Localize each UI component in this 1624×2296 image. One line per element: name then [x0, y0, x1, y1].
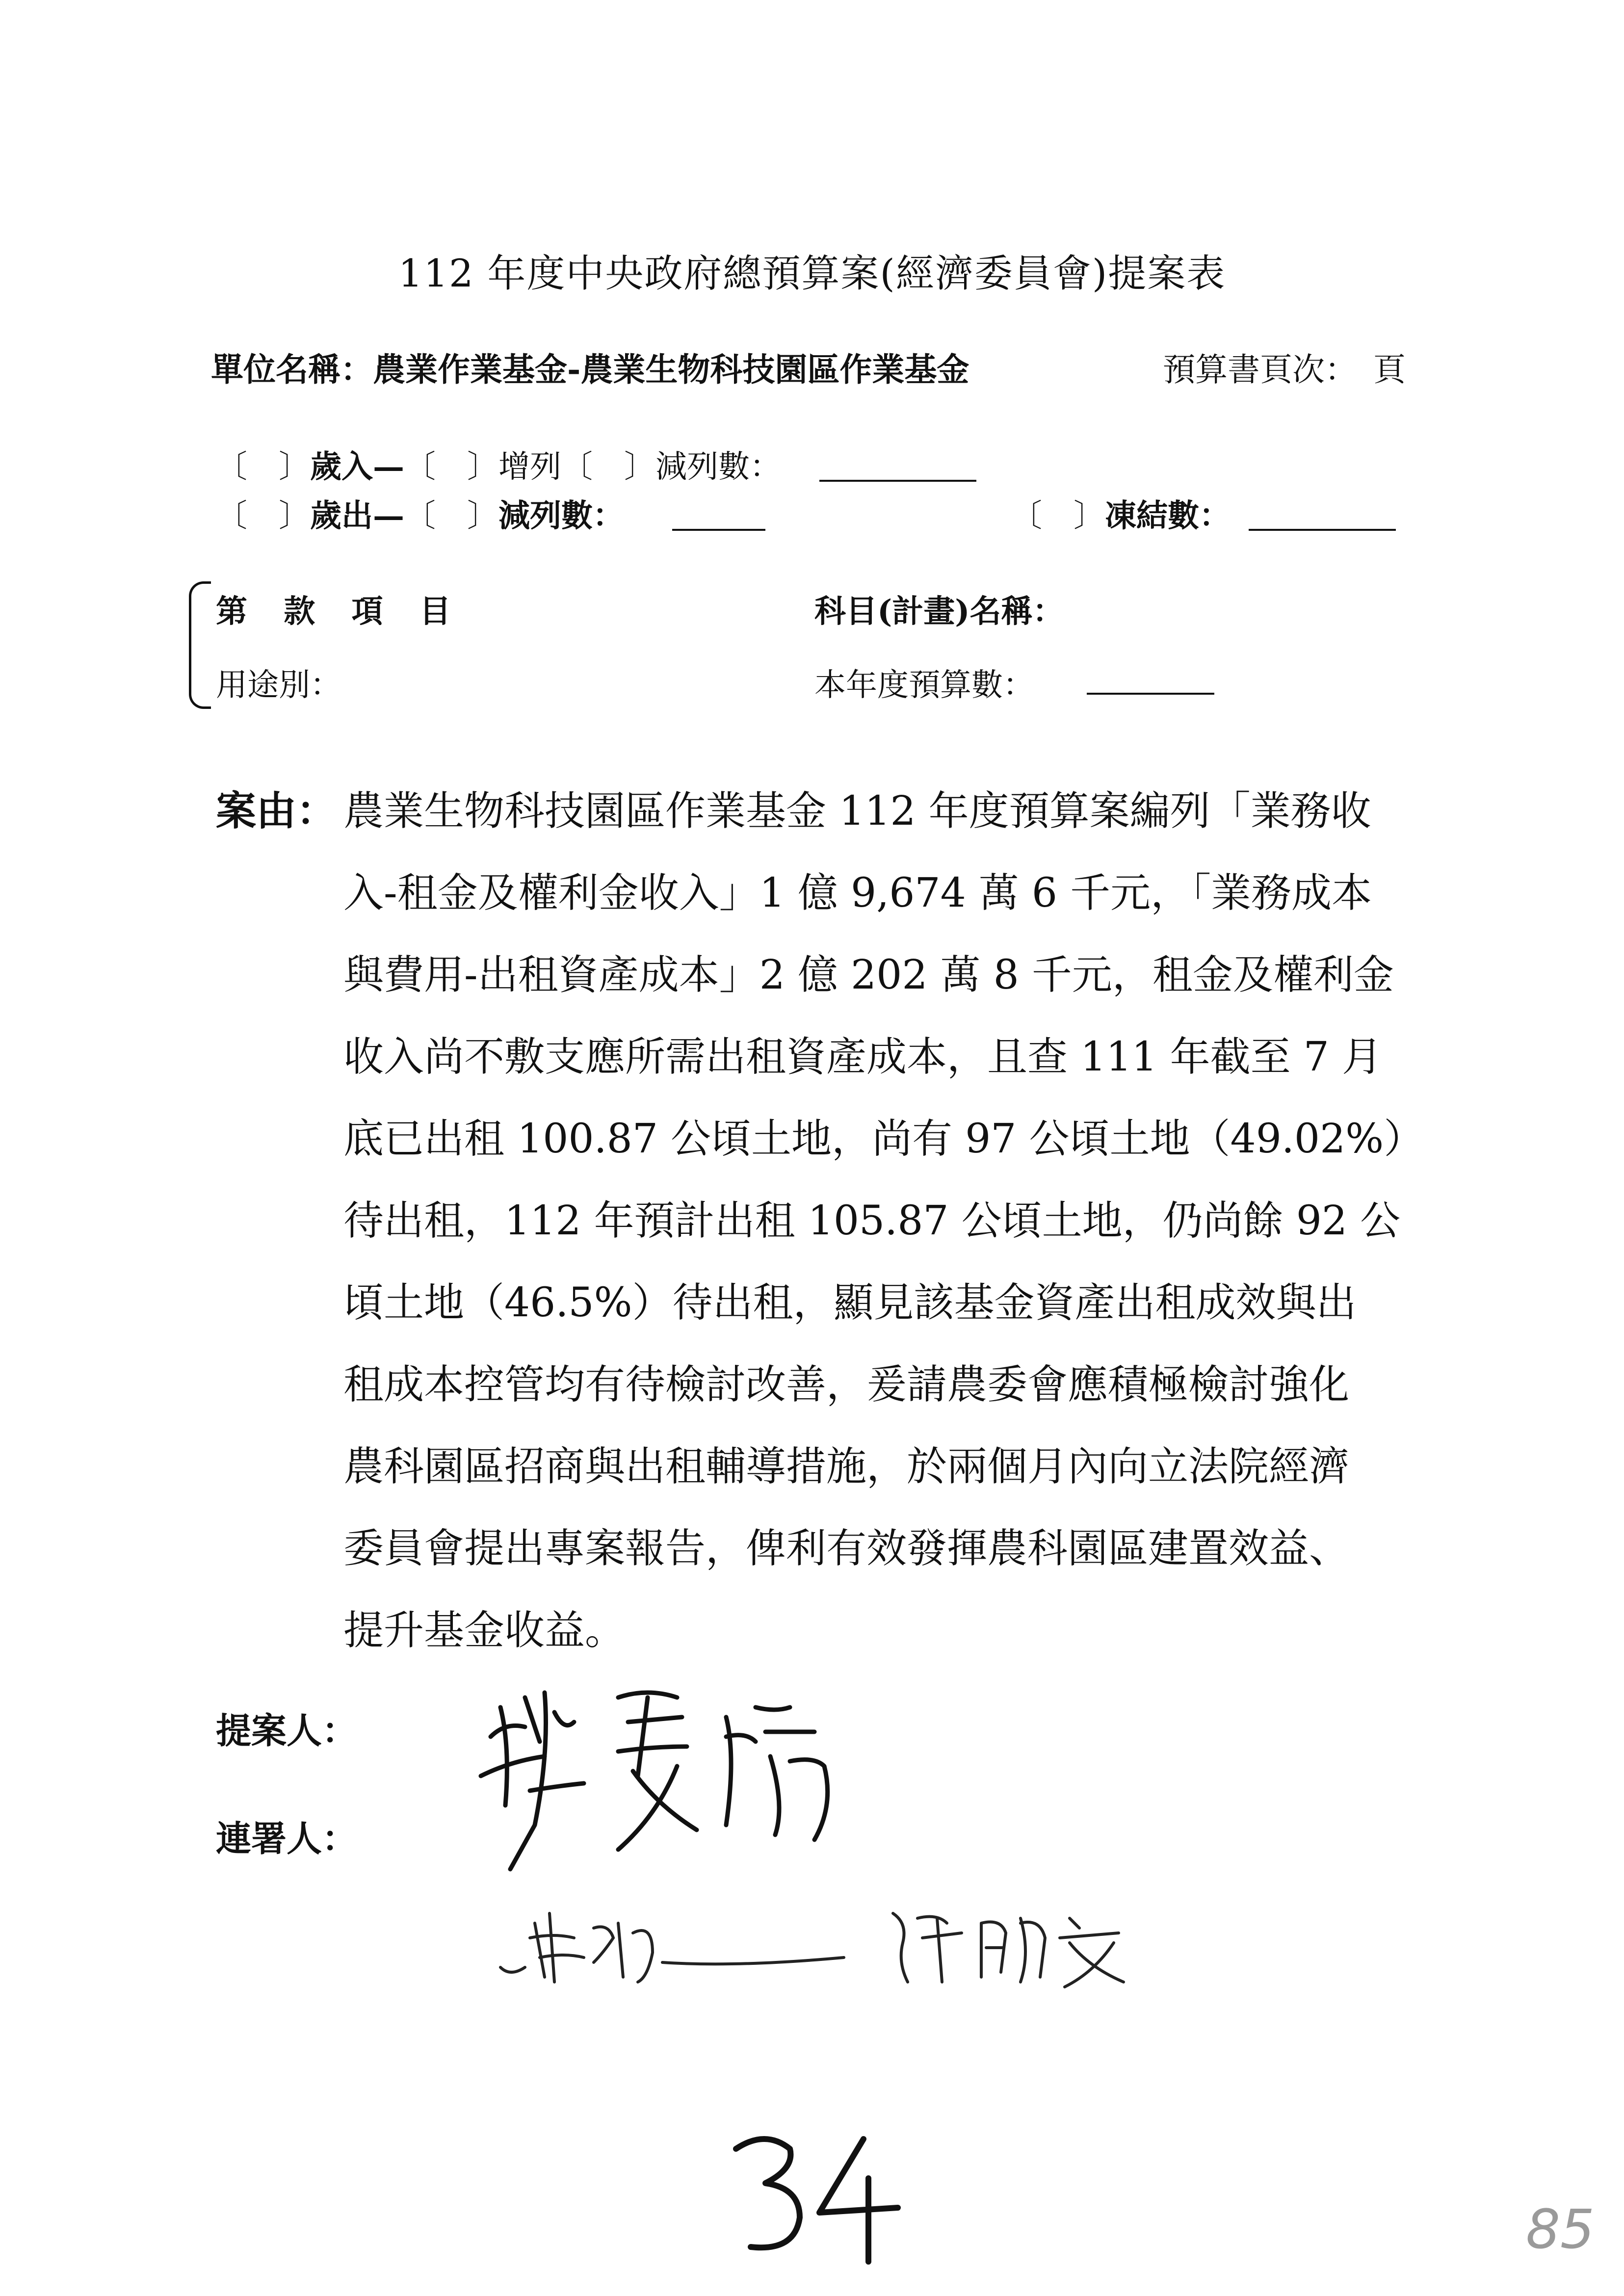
reason-line: 提升基金收益。: [343, 1607, 626, 1654]
reason-line: 委員會提出專案報告，俾利有效發揮農科園區建置效益、: [343, 1525, 1350, 1572]
expenditure-cut-checkbox: 〔 〕: [404, 498, 498, 534]
reason-line: 底已出租 100.87 公頃土地，尚有 97 公頃土地（49.02%）: [343, 1116, 1424, 1162]
expenditure-cut-label: 減列數：: [498, 497, 624, 534]
unit-value: 農業作業基金-農業生物科技園區作業基金: [373, 350, 969, 389]
add-checkbox: 〔 〕: [404, 449, 498, 485]
reason-body: [343, 770, 1424, 1671]
reason-line: 待出租，112 年預計出租 105.87 公頃土地，仍尚餘 92 公: [343, 1198, 1401, 1244]
cosigner-signature-1: [491, 1894, 873, 1992]
freeze-row: [1011, 491, 1231, 536]
expenditure-label: 歲出—: [310, 497, 404, 534]
revenue-checkbox: 〔 〕: [216, 449, 310, 485]
budget-amount-line: [1087, 693, 1214, 695]
reason-line: 農科園區招商與出租輔導措施，於兩個月內向立法院經濟: [343, 1443, 1350, 1490]
expenditure-checkbox: 〔 〕: [216, 498, 310, 534]
budget-amount-label: 本年度預算數：: [814, 667, 1034, 704]
subject-name-label: 科目(計畫)名稱：: [814, 593, 1064, 630]
reason-line: 入-租金及權利金收入」1 億 9,674 萬 6 千元，「業務成本: [343, 870, 1372, 916]
add-label: 增列: [498, 449, 561, 485]
revenue-row: [216, 442, 781, 487]
fields-brace: [189, 581, 211, 709]
handwritten-page-number: [721, 2119, 917, 2267]
page-title: 112 年度中央政府總預算案(經濟委員會)提案表: [398, 252, 1226, 296]
revenue-cut-label: 減列數：: [655, 449, 781, 485]
cosigner-signature-2: [873, 1894, 1148, 1992]
proposer-signature: [471, 1678, 864, 1884]
reason-line: 頃土地（46.5%）待出租，顯見該基金資產出租成效與出: [343, 1279, 1357, 1326]
freeze-label: 凍結數：: [1105, 497, 1231, 534]
expenditure-amount-line: [672, 529, 765, 531]
reason-line: 農業生物科技園區作業基金 112 年度預算案編列「業務收: [343, 788, 1371, 835]
unit-line: [211, 343, 969, 390]
page-reference: 預算書頁次： 頁: [1163, 351, 1406, 389]
revenue-label: 歲入—: [310, 448, 404, 485]
reason-label: 案由：: [216, 787, 337, 835]
reason-line: 收入尚不敷支應所需出租資產成本，且查 111 年截至 7 月: [343, 1034, 1382, 1080]
proposer-label: 提案人：: [216, 1710, 358, 1751]
revenue-amount-line: [819, 480, 976, 482]
freeze-amount-line: [1249, 529, 1396, 531]
corner-page-number: 85: [1526, 2198, 1595, 2261]
reason-line: 與費用-出租資產成本」2 億 202 萬 8 千元，租金及權利金: [343, 952, 1394, 998]
freeze-checkbox: 〔 〕: [1011, 498, 1105, 534]
cosigner-label: 連署人：: [216, 1818, 358, 1859]
unit-label: 單位名稱：: [211, 350, 373, 389]
expenditure-row: [216, 491, 624, 536]
section-item-label: 第 款 項 目: [216, 593, 464, 630]
purpose-label: 用途別：: [216, 667, 341, 704]
revenue-cut-checkbox: 〔 〕: [561, 449, 655, 485]
reason-line: 租成本控管均有待檢討改善，爰請農委會應積極檢討強化: [343, 1361, 1350, 1408]
